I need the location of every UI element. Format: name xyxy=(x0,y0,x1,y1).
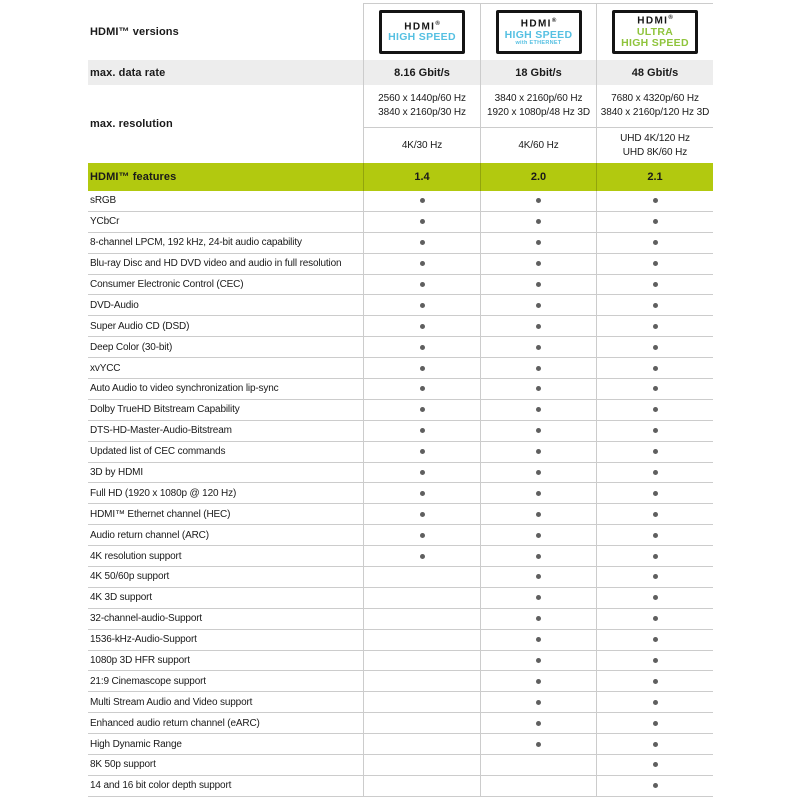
feature-label: 4K 3D support xyxy=(90,592,152,604)
feature-cell xyxy=(363,442,480,462)
support-dot xyxy=(420,324,425,329)
support-dot xyxy=(653,574,658,579)
feature-row xyxy=(88,692,713,713)
resolution-value: 3840 x 2160p/120 Hz 3D xyxy=(600,107,710,118)
feature-row xyxy=(88,546,713,567)
resolution-bottom-cell xyxy=(363,128,480,163)
support-dot xyxy=(536,574,541,579)
feature-cell xyxy=(363,379,480,399)
feature-cell xyxy=(596,588,713,608)
support-dot xyxy=(653,449,658,454)
hdmi-comparison-table xyxy=(88,3,713,797)
feature-row xyxy=(88,233,713,254)
support-dot xyxy=(420,512,425,517)
resolution-bottom-cell xyxy=(480,128,596,163)
support-dot xyxy=(420,491,425,496)
support-dot xyxy=(653,783,658,788)
feature-cell xyxy=(596,713,713,733)
feature-row xyxy=(88,504,713,525)
feature-label: 21:9 Cinemascope support xyxy=(90,675,206,687)
feature-cell xyxy=(480,692,596,712)
feature-row xyxy=(88,776,713,797)
support-dot xyxy=(536,449,541,454)
support-dot xyxy=(536,303,541,308)
support-dot xyxy=(536,219,541,224)
feature-label: Full HD (1920 x 1080p @ 120 Hz) xyxy=(90,487,237,499)
support-dot xyxy=(653,700,658,705)
support-dot xyxy=(420,345,425,350)
support-dot xyxy=(653,554,658,559)
feature-cell xyxy=(363,337,480,357)
feature-cell xyxy=(596,609,713,629)
feature-cell xyxy=(363,212,480,232)
feature-row xyxy=(88,463,713,484)
feature-cell xyxy=(596,776,713,796)
feature-cell xyxy=(480,671,596,691)
feature-cell xyxy=(480,630,596,650)
support-dot xyxy=(536,512,541,517)
support-dot xyxy=(536,470,541,475)
support-dot xyxy=(420,240,425,245)
support-dot xyxy=(420,261,425,266)
support-dot xyxy=(536,700,541,705)
feature-label: Multi Stream Audio and Video support xyxy=(90,696,253,708)
resolution-top-cell xyxy=(363,85,480,128)
support-dot xyxy=(653,198,658,203)
support-dot xyxy=(536,554,541,559)
feature-row xyxy=(88,295,713,316)
feature-cell xyxy=(480,651,596,671)
resolution-value: 2560 x 1440p/60 Hz xyxy=(378,93,466,104)
feature-cell xyxy=(363,713,480,733)
badge-speed-label: HIGH SPEED xyxy=(388,31,456,44)
hdmi-logo-text: HDMI xyxy=(520,18,552,30)
support-dot xyxy=(536,616,541,621)
data-rate-value: 48 Gbit/s xyxy=(596,60,713,85)
feature-cell xyxy=(480,233,596,253)
feature-label: 14 and 16 bit color depth support xyxy=(90,780,232,792)
versions-label: HDMI™ versions xyxy=(90,25,179,38)
feature-cell xyxy=(480,212,596,232)
badge-ethernet-label: with ETHERNET xyxy=(515,39,562,46)
feature-row xyxy=(88,337,713,358)
feature-label: HDMI™ Ethernet channel (HEC) xyxy=(90,508,231,520)
hdmi-high-speed-ethernet-badge xyxy=(496,10,582,54)
resolution-top-cell xyxy=(480,85,596,128)
support-dot xyxy=(420,219,425,224)
resolution-value: UHD 4K/120 Hz xyxy=(620,132,690,144)
support-dot xyxy=(653,345,658,350)
hdmi-version-number: 2.1 xyxy=(596,163,713,191)
feature-cell xyxy=(480,337,596,357)
feature-cell xyxy=(596,504,713,524)
support-dot xyxy=(536,407,541,412)
support-dot xyxy=(653,491,658,496)
support-dot xyxy=(420,554,425,559)
resolution-label: max. resolution xyxy=(90,118,173,130)
feature-cell xyxy=(596,275,713,295)
feature-cell xyxy=(596,546,713,566)
feature-row xyxy=(88,254,713,275)
feature-cell xyxy=(480,609,596,629)
support-dot xyxy=(536,742,541,747)
feature-row xyxy=(88,421,713,442)
feature-label: 8-channel LPCM, 192 kHz, 24-bit audio capability xyxy=(90,237,302,249)
feature-label: Dolby TrueHD Bitstream Capability xyxy=(90,404,240,416)
support-dot xyxy=(653,407,658,412)
support-dot xyxy=(653,533,658,538)
resolution-top-cell xyxy=(596,85,713,128)
support-dot xyxy=(536,240,541,245)
feature-cell xyxy=(596,483,713,503)
feature-cell xyxy=(480,567,596,587)
feature-rows xyxy=(88,191,713,797)
feature-cell xyxy=(363,734,480,754)
resolution-row xyxy=(88,85,713,163)
feature-cell xyxy=(596,254,713,274)
feature-cell xyxy=(596,692,713,712)
feature-cell xyxy=(363,546,480,566)
feature-cell xyxy=(480,442,596,462)
feature-cell xyxy=(596,734,713,754)
feature-label: sRGB xyxy=(90,195,117,207)
feature-cell xyxy=(363,755,480,775)
feature-cell xyxy=(480,755,596,775)
support-dot xyxy=(653,658,658,663)
feature-cell xyxy=(363,651,480,671)
feature-cell xyxy=(363,358,480,378)
feature-cell xyxy=(596,400,713,420)
feature-cell xyxy=(596,316,713,336)
feature-row xyxy=(88,609,713,630)
hdmi-version-number: 1.4 xyxy=(363,163,480,191)
hdmi-logo-icon xyxy=(521,18,557,30)
feature-cell xyxy=(480,776,596,796)
support-dot xyxy=(653,616,658,621)
feature-label: Updated list of CEC commands xyxy=(90,446,226,458)
feature-row xyxy=(88,316,713,337)
feature-label: 3D by HDMI xyxy=(90,467,143,479)
feature-cell xyxy=(596,442,713,462)
hdmi-version-number: 2.0 xyxy=(480,163,596,191)
support-dot xyxy=(653,303,658,308)
feature-cell xyxy=(363,671,480,691)
support-dot xyxy=(420,407,425,412)
registered-mark: ® xyxy=(551,17,557,24)
feature-cell xyxy=(363,421,480,441)
feature-row xyxy=(88,567,713,588)
support-dot xyxy=(653,261,658,266)
support-dot xyxy=(536,345,541,350)
support-dot xyxy=(653,742,658,747)
data-rate-row xyxy=(88,60,713,85)
feature-label: Auto Audio to video synchronization lip-sync xyxy=(90,383,279,395)
feature-label: 4K 50/60p support xyxy=(90,571,170,583)
resolution-bottom-cell xyxy=(596,128,713,163)
feature-cell xyxy=(596,671,713,691)
badge-ultra-label: ULTRA xyxy=(636,25,674,38)
support-dot xyxy=(536,491,541,496)
badge-speed-label: HIGH SPEED xyxy=(621,36,689,49)
feature-cell xyxy=(596,630,713,650)
support-dot xyxy=(420,282,425,287)
support-dot xyxy=(420,386,425,391)
support-dot xyxy=(536,658,541,663)
support-dot xyxy=(653,762,658,767)
feature-cell xyxy=(596,212,713,232)
feature-cell xyxy=(480,734,596,754)
feature-label: Audio return channel (ARC) xyxy=(90,529,209,541)
feature-cell xyxy=(363,295,480,315)
features-header-label: HDMI™ features xyxy=(90,171,177,183)
resolution-value: 4K/60 Hz xyxy=(518,139,559,151)
feature-cell xyxy=(480,588,596,608)
support-dot xyxy=(653,386,658,391)
feature-cell xyxy=(596,651,713,671)
support-dot xyxy=(653,470,658,475)
feature-row xyxy=(88,630,713,651)
support-dot xyxy=(653,721,658,726)
data-rate-label: max. data rate xyxy=(90,66,166,79)
feature-cell xyxy=(363,588,480,608)
feature-cell xyxy=(480,254,596,274)
versions-row xyxy=(88,3,713,60)
feature-row xyxy=(88,755,713,776)
feature-cell xyxy=(363,483,480,503)
feature-row xyxy=(88,212,713,233)
feature-cell xyxy=(596,358,713,378)
feature-cell xyxy=(363,463,480,483)
support-dot xyxy=(536,282,541,287)
resolution-value: 3840 x 2160p/30 Hz xyxy=(378,107,466,118)
support-dot xyxy=(420,303,425,308)
resolution-value: 3840 x 2160p/60 Hz xyxy=(494,93,583,104)
resolution-value: UHD 8K/60 Hz xyxy=(622,146,688,158)
support-dot xyxy=(536,261,541,266)
hdmi-logo-text: HDMI xyxy=(404,20,436,32)
resolution-value: 7680 x 4320p/60 Hz xyxy=(611,93,699,104)
feature-label: 4K resolution support xyxy=(90,550,182,562)
feature-row xyxy=(88,671,713,692)
feature-row xyxy=(88,400,713,421)
feature-cell xyxy=(480,358,596,378)
feature-cell xyxy=(596,755,713,775)
feature-cell xyxy=(363,567,480,587)
support-dot xyxy=(653,428,658,433)
feature-row xyxy=(88,442,713,463)
support-dot xyxy=(536,198,541,203)
support-dot xyxy=(420,366,425,371)
support-dot xyxy=(536,366,541,371)
feature-label: High Dynamic Range xyxy=(90,738,182,750)
feature-label: Consumer Electronic Control (CEC) xyxy=(90,279,244,290)
feature-row xyxy=(88,483,713,504)
support-dot xyxy=(653,240,658,245)
feature-cell xyxy=(363,504,480,524)
registered-mark: ® xyxy=(435,20,440,27)
feature-cell xyxy=(363,254,480,274)
feature-row xyxy=(88,525,713,546)
support-dot xyxy=(420,428,425,433)
badge-speed-label: HIGH SPEED xyxy=(504,28,573,41)
data-rate-value: 8.16 Gbit/s xyxy=(363,60,480,85)
feature-cell xyxy=(363,609,480,629)
support-dot xyxy=(653,595,658,600)
feature-cell xyxy=(596,379,713,399)
feature-cell xyxy=(363,525,480,545)
feature-cell xyxy=(480,191,596,211)
feature-cell xyxy=(480,421,596,441)
data-rate-value: 18 Gbit/s xyxy=(480,60,596,85)
badge-cell-high-speed xyxy=(363,3,480,60)
feature-cell xyxy=(363,692,480,712)
feature-cell xyxy=(480,483,596,503)
feature-cell xyxy=(596,463,713,483)
feature-row xyxy=(88,358,713,379)
feature-label: DVD-Audio xyxy=(90,299,139,311)
feature-label: Deep Color (30-bit) xyxy=(90,341,173,353)
feature-cell xyxy=(363,233,480,253)
feature-label: 8K 50p support xyxy=(90,759,156,771)
registered-mark: ® xyxy=(668,15,673,22)
feature-cell xyxy=(596,421,713,441)
hdmi-ultra-high-speed-badge xyxy=(612,10,698,54)
feature-cell xyxy=(363,275,480,295)
support-dot xyxy=(653,324,658,329)
feature-cell xyxy=(480,463,596,483)
feature-cell xyxy=(363,316,480,336)
support-dot xyxy=(653,679,658,684)
feature-cell xyxy=(363,776,480,796)
support-dot xyxy=(536,533,541,538)
feature-row xyxy=(88,191,713,212)
feature-label: 32-channel-audio-Support xyxy=(90,613,203,625)
feature-label: DTS-HD-Master-Audio-Bitstream xyxy=(90,425,232,437)
support-dot xyxy=(420,470,425,475)
feature-row xyxy=(88,379,713,400)
feature-label: Super Audio CD (DSD) xyxy=(90,320,190,332)
feature-label: Blu-ray Disc and HD DVD video and audio in full resolution xyxy=(90,258,342,270)
support-dot xyxy=(653,637,658,642)
feature-cell xyxy=(480,379,596,399)
feature-row xyxy=(88,734,713,755)
support-dot xyxy=(536,679,541,684)
feature-label: 1536-kHz-Audio-Support xyxy=(90,634,197,646)
feature-cell xyxy=(363,400,480,420)
feature-cell xyxy=(480,546,596,566)
support-dot xyxy=(653,512,658,517)
feature-cell xyxy=(480,316,596,336)
feature-cell xyxy=(480,275,596,295)
support-dot xyxy=(653,282,658,287)
feature-cell xyxy=(363,630,480,650)
feature-row xyxy=(88,713,713,734)
feature-label: Enhanced audio return channel (eARC) xyxy=(90,717,260,729)
feature-cell xyxy=(596,233,713,253)
features-header-row xyxy=(88,163,713,191)
support-dot xyxy=(653,366,658,371)
feature-label: 1080p 3D HFR support xyxy=(90,655,190,667)
support-dot xyxy=(536,324,541,329)
feature-cell xyxy=(596,567,713,587)
badge-cell-ultra-high-speed xyxy=(596,3,713,60)
feature-row xyxy=(88,588,713,609)
feature-cell xyxy=(596,295,713,315)
support-dot xyxy=(536,721,541,726)
feature-cell xyxy=(596,525,713,545)
support-dot xyxy=(420,533,425,538)
support-dot xyxy=(536,595,541,600)
support-dot xyxy=(536,428,541,433)
feature-row xyxy=(88,275,713,296)
resolution-value: 4K/30 Hz xyxy=(401,139,443,151)
hdmi-logo-text: HDMI xyxy=(637,15,669,27)
feature-cell xyxy=(480,713,596,733)
support-dot xyxy=(536,386,541,391)
feature-cell xyxy=(480,295,596,315)
support-dot xyxy=(420,198,425,203)
resolution-value: 1920 x 1080p/48 Hz 3D xyxy=(487,107,590,118)
hdmi-high-speed-badge xyxy=(379,10,465,54)
support-dot xyxy=(420,449,425,454)
support-dot xyxy=(653,219,658,224)
feature-row xyxy=(88,651,713,672)
feature-cell xyxy=(480,400,596,420)
badge-cell-high-speed-ethernet xyxy=(480,3,596,60)
feature-cell xyxy=(480,525,596,545)
feature-cell xyxy=(480,504,596,524)
feature-cell xyxy=(363,191,480,211)
feature-cell xyxy=(596,191,713,211)
feature-label: YCbCr xyxy=(90,216,120,228)
feature-cell xyxy=(596,337,713,357)
support-dot xyxy=(536,637,541,642)
feature-label: xvYCC xyxy=(90,362,121,374)
